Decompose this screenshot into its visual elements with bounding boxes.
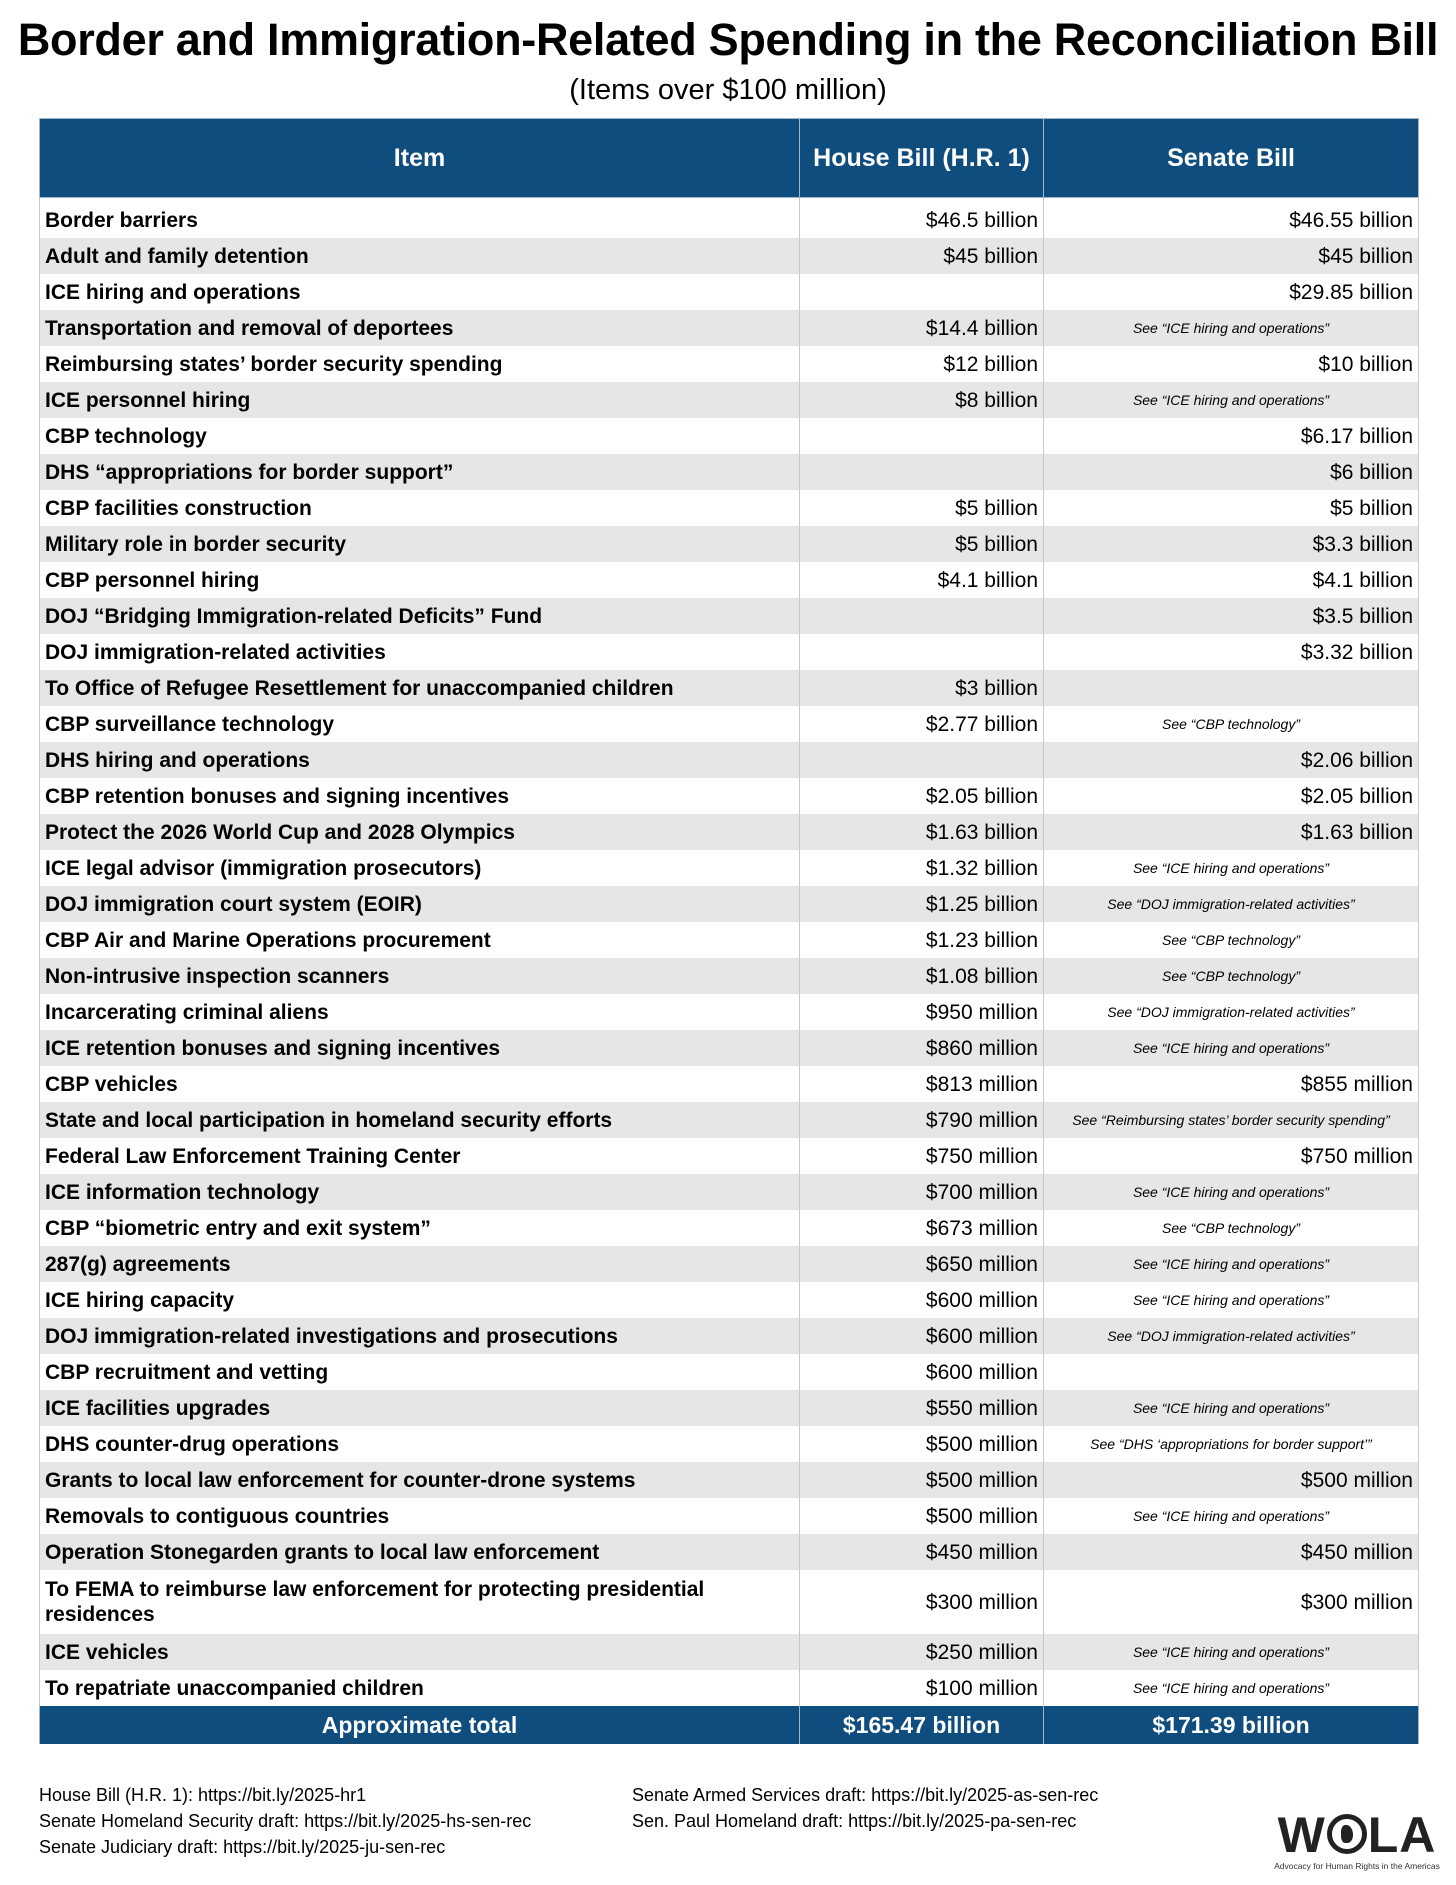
header-item: Item	[40, 119, 800, 198]
item-cell: ICE legal advisor (immigration prosecutors)	[40, 850, 800, 886]
house-amount-cell	[800, 742, 1044, 778]
senate-note-cell: See “ICE hiring and operations”	[1044, 1634, 1419, 1670]
table-row	[40, 634, 1419, 670]
logo-tagline: Advocacy for Human Rights in the Americas	[1274, 1861, 1440, 1871]
item-cell: CBP recruitment and vetting	[40, 1354, 800, 1390]
table-row	[40, 1138, 1419, 1174]
senate-note-cell: See “DOJ immigration-related activities”	[1044, 994, 1419, 1030]
item-cell: 287(g) agreements	[40, 1246, 800, 1282]
house-amount-cell	[800, 274, 1044, 310]
item-cell: CBP personnel hiring	[40, 562, 800, 598]
table-row	[40, 562, 1419, 598]
page-subtitle: (Items over $100 million)	[569, 74, 887, 106]
house-amount-cell: $2.77 billion	[800, 706, 1044, 742]
source-link: House Bill (H.R. 1): https://bit.ly/2025-hr1	[39, 1785, 367, 1805]
item-cell: Incarcerating criminal aliens	[40, 994, 800, 1030]
source-link: Senate Judiciary draft: https://bit.ly/2025-ju-sen-rec	[39, 1837, 446, 1857]
item-cell: To FEMA to reimburse law enforcement for protecting presidential residences	[40, 1570, 800, 1634]
table-row	[40, 454, 1419, 490]
item-cell: Protect the 2026 World Cup and 2028 Olympics	[40, 814, 800, 850]
senate-note-cell: See “ICE hiring and operations”	[1044, 1030, 1419, 1066]
house-amount-cell: $750 million	[800, 1138, 1044, 1174]
senate-amount-cell: $6 billion	[1044, 454, 1419, 490]
senate-amount-cell: $3.5 billion	[1044, 598, 1419, 634]
total-senate: $171.39 billion	[1044, 1706, 1419, 1744]
item-cell: CBP “biometric entry and exit system”	[40, 1210, 800, 1246]
table-row	[40, 778, 1419, 814]
total-label: Approximate total	[40, 1706, 800, 1744]
house-amount-cell	[800, 418, 1044, 454]
table-row	[40, 1318, 1419, 1354]
table-row	[40, 346, 1419, 382]
house-amount-cell: $500 million	[800, 1462, 1044, 1498]
item-cell: ICE hiring and operations	[40, 274, 800, 310]
house-amount-cell: $813 million	[800, 1066, 1044, 1102]
table-row	[40, 1210, 1419, 1246]
senate-note-cell: See “ICE hiring and operations”	[1044, 850, 1419, 886]
source-link: Senate Armed Services draft: https://bit.ly/2025-as-sen-rec	[632, 1785, 1099, 1805]
page-title: Border and Immigration-Related Spending in the Reconciliation Bill	[17, 14, 1439, 65]
item-cell: CBP Air and Marine Operations procurement	[40, 922, 800, 958]
total-row	[40, 1706, 1419, 1744]
table-row	[40, 850, 1419, 886]
table-row	[40, 922, 1419, 958]
senate-amount-cell: $3.3 billion	[1044, 526, 1419, 562]
table-row	[40, 238, 1419, 274]
senate-amount-cell: $45 billion	[1044, 238, 1419, 274]
senate-note-cell: See “CBP technology”	[1044, 706, 1419, 742]
senate-amount-cell: $855 million	[1044, 1066, 1419, 1102]
item-cell: Border barriers	[40, 198, 800, 239]
house-amount-cell: $1.08 billion	[800, 958, 1044, 994]
house-amount-cell	[800, 454, 1044, 490]
item-cell: CBP technology	[40, 418, 800, 454]
house-amount-cell: $700 million	[800, 1174, 1044, 1210]
item-cell: DOJ immigration court system (EOIR)	[40, 886, 800, 922]
senate-note-cell: See “ICE hiring and operations”	[1044, 310, 1419, 346]
table-row	[40, 994, 1419, 1030]
item-cell: DOJ immigration-related activities	[40, 634, 800, 670]
house-amount-cell: $1.25 billion	[800, 886, 1044, 922]
senate-amount-cell	[1044, 1354, 1419, 1390]
item-cell: ICE vehicles	[40, 1634, 800, 1670]
senate-note-cell: See “ICE hiring and operations”	[1044, 1670, 1419, 1706]
house-amount-cell: $500 million	[800, 1498, 1044, 1534]
item-cell: DHS hiring and operations	[40, 742, 800, 778]
house-amount-cell: $8 billion	[800, 382, 1044, 418]
source-link: Sen. Paul Homeland draft: https://bit.ly/2025-pa-sen-rec	[632, 1811, 1077, 1831]
house-amount-cell: $1.63 billion	[800, 814, 1044, 850]
senate-note-cell: See “ICE hiring and operations”	[1044, 1390, 1419, 1426]
item-cell: Removals to contiguous countries	[40, 1498, 800, 1534]
table-body	[40, 198, 1419, 1707]
wola-logo	[1272, 1807, 1442, 1880]
senate-note-cell: See “ICE hiring and operations”	[1044, 1282, 1419, 1318]
house-amount-cell: $12 billion	[800, 346, 1044, 382]
table-row	[40, 382, 1419, 418]
total-house: $165.47 billion	[800, 1706, 1044, 1744]
senate-amount-cell: $29.85 billion	[1044, 274, 1419, 310]
item-cell: To repatriate unaccompanied children	[40, 1670, 800, 1706]
senate-amount-cell: $300 million	[1044, 1570, 1419, 1634]
sources-left	[39, 1782, 531, 1860]
source-link: Senate Homeland Security draft: https://bit.ly/2025-hs-sen-rec	[39, 1811, 532, 1831]
table-row	[40, 1462, 1419, 1498]
item-cell: CBP retention bonuses and signing incentives	[40, 778, 800, 814]
house-amount-cell: $550 million	[800, 1390, 1044, 1426]
item-cell: ICE personnel hiring	[40, 382, 800, 418]
table-row	[40, 814, 1419, 850]
house-amount-cell: $790 million	[800, 1102, 1044, 1138]
house-amount-cell: $600 million	[800, 1318, 1044, 1354]
spending-table	[39, 118, 1419, 1744]
senate-note-cell: See “CBP technology”	[1044, 922, 1419, 958]
table-row	[40, 418, 1419, 454]
item-cell: Adult and family detention	[40, 238, 800, 274]
item-cell: DHS counter-drug operations	[40, 1426, 800, 1462]
senate-amount-cell: $450 million	[1044, 1534, 1419, 1570]
item-cell: ICE hiring capacity	[40, 1282, 800, 1318]
item-cell: DOJ “Bridging Immigration-related Deficits” Fund	[40, 598, 800, 634]
house-amount-cell: $2.05 billion	[800, 778, 1044, 814]
table-row	[40, 1246, 1419, 1282]
header-senate-bill: Senate Bill	[1044, 119, 1419, 198]
table-row	[40, 490, 1419, 526]
house-amount-cell: $3 billion	[800, 670, 1044, 706]
house-amount-cell: $45 billion	[800, 238, 1044, 274]
senate-note-cell: See “DHS ‘appropriations for border support’”	[1044, 1426, 1419, 1462]
senate-amount-cell: $10 billion	[1044, 346, 1419, 382]
house-amount-cell: $46.5 billion	[800, 198, 1044, 239]
table-row	[40, 670, 1419, 706]
senate-note-cell: See “DOJ immigration-related activities”	[1044, 886, 1419, 922]
item-cell: CBP facilities construction	[40, 490, 800, 526]
house-amount-cell: $5 billion	[800, 490, 1044, 526]
senate-amount-cell: $2.05 billion	[1044, 778, 1419, 814]
item-cell: Grants to local law enforcement for counter-drone systems	[40, 1462, 800, 1498]
senate-note-cell: See “CBP technology”	[1044, 958, 1419, 994]
table-row	[40, 1030, 1419, 1066]
table-header-row	[40, 119, 1419, 198]
table-row	[40, 1634, 1419, 1670]
house-amount-cell: $650 million	[800, 1246, 1044, 1282]
table-row	[40, 1426, 1419, 1462]
item-cell: Non-intrusive inspection scanners	[40, 958, 800, 994]
senate-note-cell: See “CBP technology”	[1044, 1210, 1419, 1246]
table-row	[40, 310, 1419, 346]
house-amount-cell: $860 million	[800, 1030, 1044, 1066]
table-row	[40, 1390, 1419, 1426]
senate-note-cell: See “ICE hiring and operations”	[1044, 1498, 1419, 1534]
item-cell: ICE facilities upgrades	[40, 1390, 800, 1426]
senate-amount-cell: $500 million	[1044, 1462, 1419, 1498]
item-cell: Reimbursing states’ border security spending	[40, 346, 800, 382]
senate-note-cell: See “ICE hiring and operations”	[1044, 1174, 1419, 1210]
item-cell: Transportation and removal of deportees	[40, 310, 800, 346]
senate-note-cell: See “Reimbursing states’ border security spending”	[1044, 1102, 1419, 1138]
senate-note-cell: See “ICE hiring and operations”	[1044, 1246, 1419, 1282]
item-cell: Federal Law Enforcement Training Center	[40, 1138, 800, 1174]
item-cell: ICE information technology	[40, 1174, 800, 1210]
house-amount-cell: $5 billion	[800, 526, 1044, 562]
item-cell: Military role in border security	[40, 526, 800, 562]
table-row	[40, 274, 1419, 310]
sources-right	[632, 1782, 1098, 1834]
item-cell: Operation Stonegarden grants to local law enforcement	[40, 1534, 800, 1570]
table-row	[40, 1354, 1419, 1390]
table-row	[40, 958, 1419, 994]
header-house-bill: House Bill (H.R. 1)	[800, 119, 1044, 198]
senate-note-cell: See “ICE hiring and operations”	[1044, 382, 1419, 418]
table-row	[40, 526, 1419, 562]
senate-amount-cell: $46.55 billion	[1044, 198, 1419, 239]
table-row	[40, 1282, 1419, 1318]
senate-amount-cell: $1.63 billion	[1044, 814, 1419, 850]
table-row	[40, 1670, 1419, 1706]
house-amount-cell: $4.1 billion	[800, 562, 1044, 598]
table-row	[40, 886, 1419, 922]
item-cell: To Office of Refugee Resettlement for unaccompanied children	[40, 670, 800, 706]
item-cell: CBP surveillance technology	[40, 706, 800, 742]
globe-icon	[1327, 1814, 1367, 1854]
item-cell: DHS “appropriations for border support”	[40, 454, 800, 490]
house-amount-cell: $600 million	[800, 1282, 1044, 1318]
item-cell: DOJ immigration-related investigations and prosecutions	[40, 1318, 800, 1354]
table-row	[40, 1066, 1419, 1102]
item-cell: ICE retention bonuses and signing incentives	[40, 1030, 800, 1066]
senate-amount-cell	[1044, 670, 1419, 706]
senate-note-cell: See “DOJ immigration-related activities”	[1044, 1318, 1419, 1354]
house-amount-cell: $100 million	[800, 1670, 1044, 1706]
house-amount-cell: $950 million	[800, 994, 1044, 1030]
table-row	[40, 598, 1419, 634]
house-amount-cell: $250 million	[800, 1634, 1044, 1670]
table-row	[40, 1534, 1419, 1570]
table-row	[40, 1570, 1419, 1634]
table-row	[40, 706, 1419, 742]
senate-amount-cell: $3.32 billion	[1044, 634, 1419, 670]
house-amount-cell: $600 million	[800, 1354, 1044, 1390]
logo-wordmark: W LA	[1277, 1807, 1437, 1863]
house-amount-cell	[800, 634, 1044, 670]
table-row	[40, 1102, 1419, 1138]
table-row	[40, 742, 1419, 778]
table-row	[40, 1498, 1419, 1534]
senate-amount-cell: $2.06 billion	[1044, 742, 1419, 778]
senate-amount-cell: $750 million	[1044, 1138, 1419, 1174]
house-amount-cell: $1.32 billion	[800, 850, 1044, 886]
house-amount-cell: $673 million	[800, 1210, 1044, 1246]
house-amount-cell: $1.23 billion	[800, 922, 1044, 958]
house-amount-cell: $450 million	[800, 1534, 1044, 1570]
senate-amount-cell: $6.17 billion	[1044, 418, 1419, 454]
senate-amount-cell: $4.1 billion	[1044, 562, 1419, 598]
house-amount-cell: $14.4 billion	[800, 310, 1044, 346]
house-amount-cell: $500 million	[800, 1426, 1044, 1462]
table-row	[40, 198, 1419, 239]
senate-amount-cell: $5 billion	[1044, 490, 1419, 526]
house-amount-cell: $300 million	[800, 1570, 1044, 1634]
item-cell: State and local participation in homeland security efforts	[40, 1102, 800, 1138]
table-row	[40, 1174, 1419, 1210]
item-cell: CBP vehicles	[40, 1066, 800, 1102]
house-amount-cell	[800, 598, 1044, 634]
